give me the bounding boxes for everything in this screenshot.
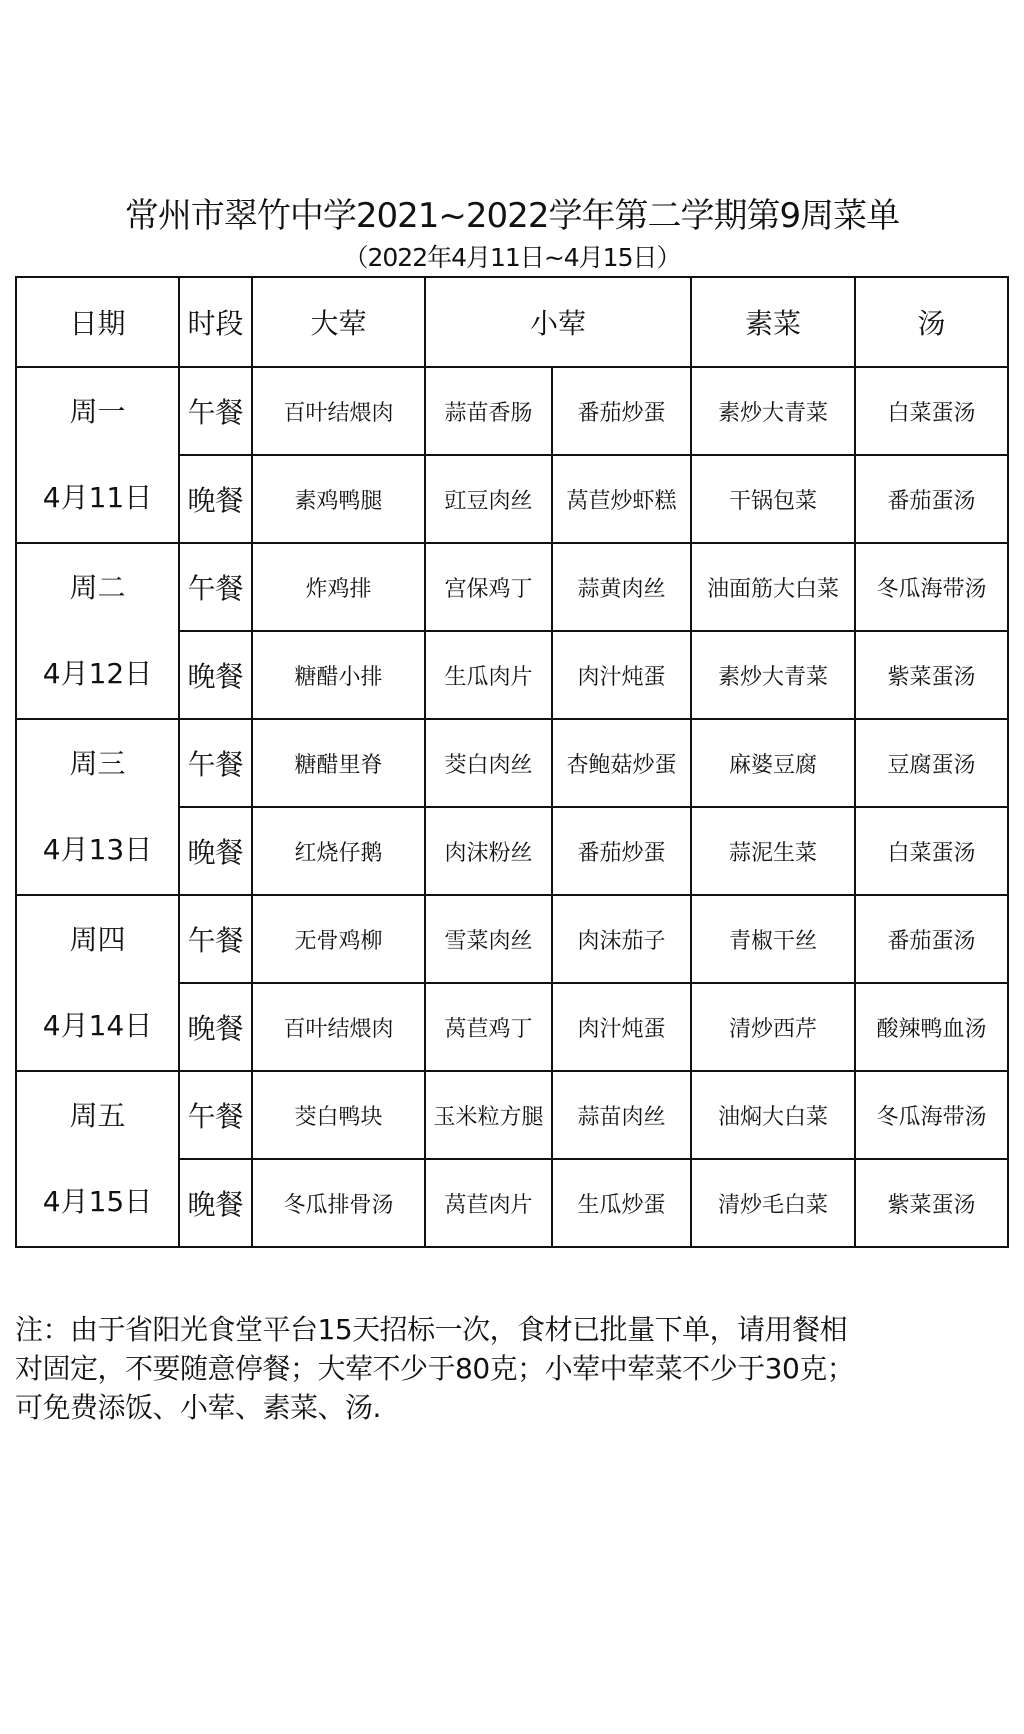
- small-dish: 雪菜肉丝: [425, 895, 552, 983]
- date: 4月15日: [42, 1185, 153, 1218]
- header-row: [16, 277, 1008, 367]
- table-row: [16, 1071, 1008, 1159]
- small-dish: 肉沫茄子: [552, 895, 691, 983]
- header-small-dish: 小荤: [425, 277, 691, 367]
- weekday: 周四: [69, 923, 126, 956]
- vegetable-dish: 清炒西芹: [691, 983, 855, 1071]
- small-dish: 茭白肉丝: [425, 719, 552, 807]
- weekday: 周一: [69, 395, 126, 428]
- soup: 白菜蛋汤: [855, 807, 1008, 895]
- meal-period: 午餐: [179, 367, 252, 455]
- small-dish: 蒜苗香肠: [425, 367, 552, 455]
- vegetable-dish: 素炒大青菜: [691, 367, 855, 455]
- header-main-dish: 大荤: [252, 277, 425, 367]
- main-dish: 百叶结煨肉: [252, 983, 425, 1071]
- date: 4月11日: [42, 481, 153, 514]
- soup: 紫菜蛋汤: [855, 631, 1008, 719]
- small-dish: 生瓜炒蛋: [552, 1159, 691, 1247]
- meal-period: 晚餐: [179, 455, 252, 543]
- main-dish: 糖醋小排: [252, 631, 425, 719]
- small-dish: 莴苣鸡丁: [425, 983, 552, 1071]
- menu-table: [15, 276, 1009, 1248]
- main-dish: 素鸡鸭腿: [252, 455, 425, 543]
- small-dish: 杏鲍菇炒蛋: [552, 719, 691, 807]
- main-dish: 冬瓜排骨汤: [252, 1159, 425, 1247]
- main-dish: 茭白鸭块: [252, 1071, 425, 1159]
- vegetable-dish: 清炒毛白菜: [691, 1159, 855, 1247]
- small-dish: 莴苣肉片: [425, 1159, 552, 1247]
- small-dish: 玉米粒方腿: [425, 1071, 552, 1159]
- note-line: 注：由于省阳光食堂平台15天招标一次，食材已批量下单，请用餐相: [15, 1313, 848, 1346]
- table-row: [16, 367, 1008, 455]
- weekday: 周五: [69, 1099, 126, 1132]
- date: 4月12日: [42, 657, 153, 690]
- small-dish: 番茄炒蛋: [552, 367, 691, 455]
- soup: 白菜蛋汤: [855, 367, 1008, 455]
- menu-date-range: （2022年4月11日~4月15日）: [343, 243, 681, 272]
- main-dish: 无骨鸡柳: [252, 895, 425, 983]
- weekday: 周三: [69, 747, 126, 780]
- soup: 酸辣鸭血汤: [855, 983, 1008, 1071]
- table-row: [16, 543, 1008, 631]
- weekday: 周二: [69, 571, 126, 604]
- main-dish: 百叶结煨肉: [252, 367, 425, 455]
- day-cell: [16, 367, 179, 543]
- small-dish: 豇豆肉丝: [425, 455, 552, 543]
- main-dish: 红烧仔鹅: [252, 807, 425, 895]
- day-cell: [16, 1071, 179, 1247]
- table-row: [16, 719, 1008, 807]
- note-line: 对固定，不要随意停餐；大荤不少于80克；小荤中荤菜不少于30克；: [15, 1352, 855, 1385]
- date: 4月13日: [42, 833, 153, 866]
- meal-period: 晚餐: [179, 1159, 252, 1247]
- vegetable-dish: 蒜泥生菜: [691, 807, 855, 895]
- small-dish: 肉汁炖蛋: [552, 631, 691, 719]
- vegetable-dish: 油焖大白菜: [691, 1071, 855, 1159]
- header-soup: 汤: [855, 277, 1008, 367]
- header-period: 时段: [179, 277, 252, 367]
- date: 4月14日: [42, 1009, 153, 1042]
- vegetable-dish: 素炒大青菜: [691, 631, 855, 719]
- note-line: 可免费添饭、小荤、素菜、汤.: [15, 1391, 381, 1424]
- soup: 番茄蛋汤: [855, 895, 1008, 983]
- day-cell: [16, 719, 179, 895]
- vegetable-dish: 干锅包菜: [691, 455, 855, 543]
- notes: [15, 1310, 1015, 1427]
- day-cell: [16, 543, 179, 719]
- soup: 紫菜蛋汤: [855, 1159, 1008, 1247]
- meal-period: 晚餐: [179, 807, 252, 895]
- soup: 番茄蛋汤: [855, 455, 1008, 543]
- meal-period: 晚餐: [179, 631, 252, 719]
- small-dish: 肉汁炖蛋: [552, 983, 691, 1071]
- small-dish: 生瓜肉片: [425, 631, 552, 719]
- small-dish: 番茄炒蛋: [552, 807, 691, 895]
- header-date: 日期: [16, 277, 179, 367]
- table-row: [16, 895, 1008, 983]
- main-dish: 糖醋里脊: [252, 719, 425, 807]
- small-dish: 蒜黄肉丝: [552, 543, 691, 631]
- main-dish: 炸鸡排: [252, 543, 425, 631]
- small-dish: 肉沫粉丝: [425, 807, 552, 895]
- small-dish: 莴苣炒虾糕: [552, 455, 691, 543]
- header-vegetable: 素菜: [691, 277, 855, 367]
- vegetable-dish: 油面筋大白菜: [691, 543, 855, 631]
- soup: 冬瓜海带汤: [855, 543, 1008, 631]
- soup: 豆腐蛋汤: [855, 719, 1008, 807]
- vegetable-dish: 麻婆豆腐: [691, 719, 855, 807]
- meal-period: 午餐: [179, 543, 252, 631]
- small-dish: 蒜苗肉丝: [552, 1071, 691, 1159]
- meal-period: 午餐: [179, 1071, 252, 1159]
- soup: 冬瓜海带汤: [855, 1071, 1008, 1159]
- small-dish: 宫保鸡丁: [425, 543, 552, 631]
- menu-title: 常州市翠竹中学2021~2022学年第二学期第9周菜单: [124, 196, 900, 236]
- day-cell: [16, 895, 179, 1071]
- meal-period: 午餐: [179, 895, 252, 983]
- meal-period: 午餐: [179, 719, 252, 807]
- vegetable-dish: 青椒干丝: [691, 895, 855, 983]
- meal-period: 晚餐: [179, 983, 252, 1071]
